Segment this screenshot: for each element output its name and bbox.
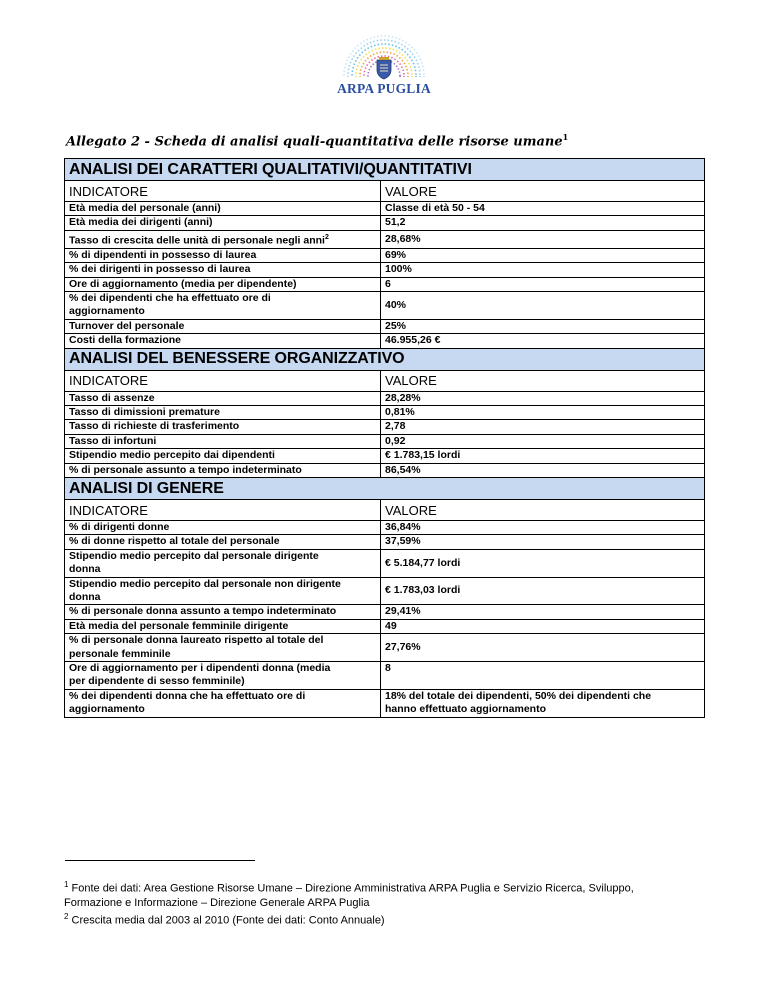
value-text: € 5.184,77 lordi xyxy=(385,556,461,569)
value-cell xyxy=(381,334,705,348)
value-text: hanno effettuato aggiornamento xyxy=(385,703,546,716)
value-text: 36,84% xyxy=(385,521,421,533)
value-cell xyxy=(381,291,705,319)
table-row xyxy=(65,334,705,348)
value-text: 0,92 xyxy=(385,434,406,447)
indicator-text: % di personale donna assunto a tempo indeterminato xyxy=(69,605,337,618)
table-row xyxy=(65,521,705,535)
table-row xyxy=(65,449,705,463)
column-header-value: VALORE xyxy=(381,370,705,391)
value-text: 28,28% xyxy=(385,391,421,404)
section-header-row xyxy=(65,348,705,370)
value-cell xyxy=(381,202,705,216)
indicator-cell xyxy=(65,619,381,633)
indicator-text: Tasso di crescita delle unità di personale negli anni$^2$ xyxy=(69,233,329,247)
table-row xyxy=(65,634,705,662)
value-text: € 1.783,03 lordi xyxy=(385,584,461,597)
column-header-row xyxy=(65,370,705,391)
footnote-ref: 2 xyxy=(324,233,329,241)
indicator-text: % di dipendenti in possesso di laurea xyxy=(69,248,257,261)
value-text: 25% xyxy=(385,319,407,332)
value-text: 28,68% xyxy=(385,232,421,245)
column-header-row xyxy=(65,181,705,202)
footnote xyxy=(64,910,714,928)
indicator-text: donna xyxy=(69,563,101,576)
table-row xyxy=(65,291,705,319)
indicator-text: % di personale assunto a tempo indeterminato xyxy=(69,463,302,476)
value-cell xyxy=(381,634,705,662)
indicator-text: Turnover del personale xyxy=(69,319,185,332)
indicator-cell xyxy=(65,216,381,230)
value-cell xyxy=(381,230,705,248)
indicator-cell xyxy=(65,662,381,690)
column-header-indicator: INDICATORE xyxy=(65,500,381,521)
indicator-text: Costi della formazione xyxy=(69,334,182,347)
value-text: 40% xyxy=(385,298,407,311)
value-cell xyxy=(381,405,705,419)
value-text: 29,41% xyxy=(385,605,421,618)
indicator-text: Stipendio medio percepito dal personale non dirigente xyxy=(69,577,341,590)
table-row xyxy=(65,619,705,633)
indicator-cell xyxy=(65,689,381,717)
table-row xyxy=(65,549,705,577)
indicator-text: Tasso di assenze xyxy=(69,391,155,404)
indicator-cell xyxy=(65,263,381,277)
indicator-text: Stipendio medio percepito dal personale dirigente xyxy=(69,549,319,562)
table-row xyxy=(65,202,705,216)
indicator-cell xyxy=(65,230,381,248)
value-text: 6 xyxy=(385,277,391,290)
column-header-indicator: INDICATORE xyxy=(65,181,381,202)
indicator-text: % di personale donna laureato rispetto al totale del xyxy=(69,634,324,647)
indicator-cell xyxy=(65,434,381,448)
table-row xyxy=(65,248,705,262)
value-cell xyxy=(381,319,705,333)
indicator-cell xyxy=(65,291,381,319)
table-row xyxy=(65,391,705,405)
section-header-row xyxy=(65,478,705,500)
value-cell xyxy=(381,605,705,619)
table-row xyxy=(65,434,705,448)
value-text: 49 xyxy=(385,619,397,632)
indicator-cell xyxy=(65,605,381,619)
arpa-puglia-logo xyxy=(324,30,444,102)
document-title-text: Allegato 2 - Scheda di analisi quali-quantitativa delle risorse umane xyxy=(66,134,563,150)
footnote-mark: 2 xyxy=(64,911,69,921)
footnote-text: $^2$ Crescita media dal 2003 al 2010 (Fonte dei dati: Conto Annuale) xyxy=(64,911,385,927)
value-cell xyxy=(381,619,705,633)
value-text: 69% xyxy=(385,248,407,261)
indicator-text: Ore di aggiornamento (media per dipendente) xyxy=(69,277,297,290)
value-text: 18% del totale dei dipendenti, 50% dei dipendenti che xyxy=(385,689,652,702)
footnote-text: Formazione e Informazione – Direzione Generale ARPA Puglia xyxy=(64,896,370,909)
indicator-cell xyxy=(65,577,381,605)
value-cell xyxy=(381,463,705,477)
table-row xyxy=(65,463,705,477)
table-row xyxy=(65,216,705,230)
value-cell xyxy=(381,521,705,535)
indicator-cell xyxy=(65,535,381,549)
value-text: 2,78 xyxy=(385,420,406,433)
indicator-text: % dei dipendenti donna che ha effettuato ore di xyxy=(69,689,306,702)
table-row xyxy=(65,689,705,717)
indicator-text: Ore di aggiornamento per i dipendenti donna (media xyxy=(69,662,331,675)
table-row xyxy=(65,605,705,619)
value-cell xyxy=(381,689,705,717)
indicator-text: % di dirigenti donne xyxy=(69,521,170,533)
column-header-value: VALORE xyxy=(381,500,705,521)
indicator-cell xyxy=(65,634,381,662)
section-title: ANALISI DEL BENESSERE ORGANIZZATIVO xyxy=(65,348,705,370)
value-cell xyxy=(381,662,705,690)
indicator-cell xyxy=(65,391,381,405)
indicator-cell xyxy=(65,420,381,434)
value-text: 37,59% xyxy=(385,535,421,548)
value-cell xyxy=(381,535,705,549)
footnote-text: $^1$ Fonte dei dati: Area Gestione Risorse Umane – Direzione Amministrativa ARPA Puglia e Servizio Ricerca, Sviluppo, xyxy=(64,880,634,895)
hr-analysis-table xyxy=(64,158,705,718)
indicator-cell xyxy=(65,202,381,216)
indicator-text: Età media del personale femminile dirigente xyxy=(69,619,289,632)
indicator-text: % dei dipendenti che ha effettuato ore di xyxy=(69,291,271,304)
indicator-text: aggiornamento xyxy=(69,703,145,716)
value-text: 27,76% xyxy=(385,640,421,653)
indicator-cell xyxy=(65,549,381,577)
footnote xyxy=(64,878,714,910)
value-cell xyxy=(381,434,705,448)
table-row xyxy=(65,535,705,549)
value-text: 46.955,26 € xyxy=(385,334,441,347)
indicator-cell xyxy=(65,248,381,262)
indicator-cell xyxy=(65,463,381,477)
indicator-text: % di donne rispetto al totale del personale xyxy=(69,535,280,548)
value-text: 100% xyxy=(385,263,412,276)
indicator-text: Età media dei dirigenti (anni) xyxy=(69,216,213,229)
table-row xyxy=(65,230,705,248)
coat-of-arms-icon xyxy=(377,57,391,79)
value-cell xyxy=(381,216,705,230)
table-row xyxy=(65,577,705,605)
indicator-text: donna xyxy=(69,591,101,604)
indicator-text: aggiornamento xyxy=(69,305,145,318)
indicator-cell xyxy=(65,449,381,463)
indicator-text: Tasso di dimissioni premature xyxy=(69,405,220,418)
value-cell xyxy=(381,391,705,405)
value-text: 8 xyxy=(385,662,391,675)
value-text: 86,54% xyxy=(385,463,421,476)
footnote-ref: 1 xyxy=(562,132,569,142)
logo-text: ARPA PUGLIA xyxy=(337,81,431,96)
table-row xyxy=(65,662,705,690)
value-cell xyxy=(381,577,705,605)
indicator-cell xyxy=(65,405,381,419)
value-cell xyxy=(381,449,705,463)
footnote-mark: 1 xyxy=(64,880,69,889)
indicator-text: Stipendio medio percepito dai dipendenti xyxy=(69,449,275,462)
value-text: 51,2 xyxy=(385,216,406,229)
column-header-row xyxy=(65,500,705,521)
document-title xyxy=(66,132,706,149)
table-row xyxy=(65,319,705,333)
value-text: 0,81% xyxy=(385,405,415,418)
indicator-text: Tasso di richieste di trasferimento xyxy=(69,420,240,433)
table-row xyxy=(65,420,705,434)
column-header-indicator: INDICATORE xyxy=(65,370,381,391)
table-row xyxy=(65,263,705,277)
value-cell xyxy=(381,248,705,262)
section-header-row xyxy=(65,159,705,181)
indicator-text: personale femminile xyxy=(69,647,171,660)
column-header-value: VALORE xyxy=(381,181,705,202)
indicator-text: per dipendente di sesso femminile) xyxy=(69,675,245,688)
value-cell xyxy=(381,277,705,291)
footnote-separator xyxy=(65,860,255,861)
indicator-text: Età media del personale (anni) xyxy=(69,202,221,214)
value-cell xyxy=(381,420,705,434)
indicator-text: % dei dirigenti in possesso di laurea xyxy=(69,263,251,276)
table-row xyxy=(65,277,705,291)
section-title: ANALISI DEI CARATTERI QUALITATIVI/QUANTITATIVI xyxy=(65,159,705,181)
value-cell xyxy=(381,263,705,277)
indicator-text: Tasso di infortuni xyxy=(69,434,157,447)
value-text: € 1.783,15 lordi xyxy=(385,449,461,462)
indicator-cell xyxy=(65,277,381,291)
rainbow-logo-icon xyxy=(324,30,444,82)
indicator-cell xyxy=(65,334,381,348)
indicator-cell xyxy=(65,319,381,333)
table-row xyxy=(65,405,705,419)
value-text: Classe di età 50 - 54 xyxy=(385,202,485,214)
indicator-cell xyxy=(65,521,381,535)
section-title: ANALISI DI GENERE xyxy=(65,478,705,500)
footnotes xyxy=(64,878,714,927)
value-cell xyxy=(381,549,705,577)
